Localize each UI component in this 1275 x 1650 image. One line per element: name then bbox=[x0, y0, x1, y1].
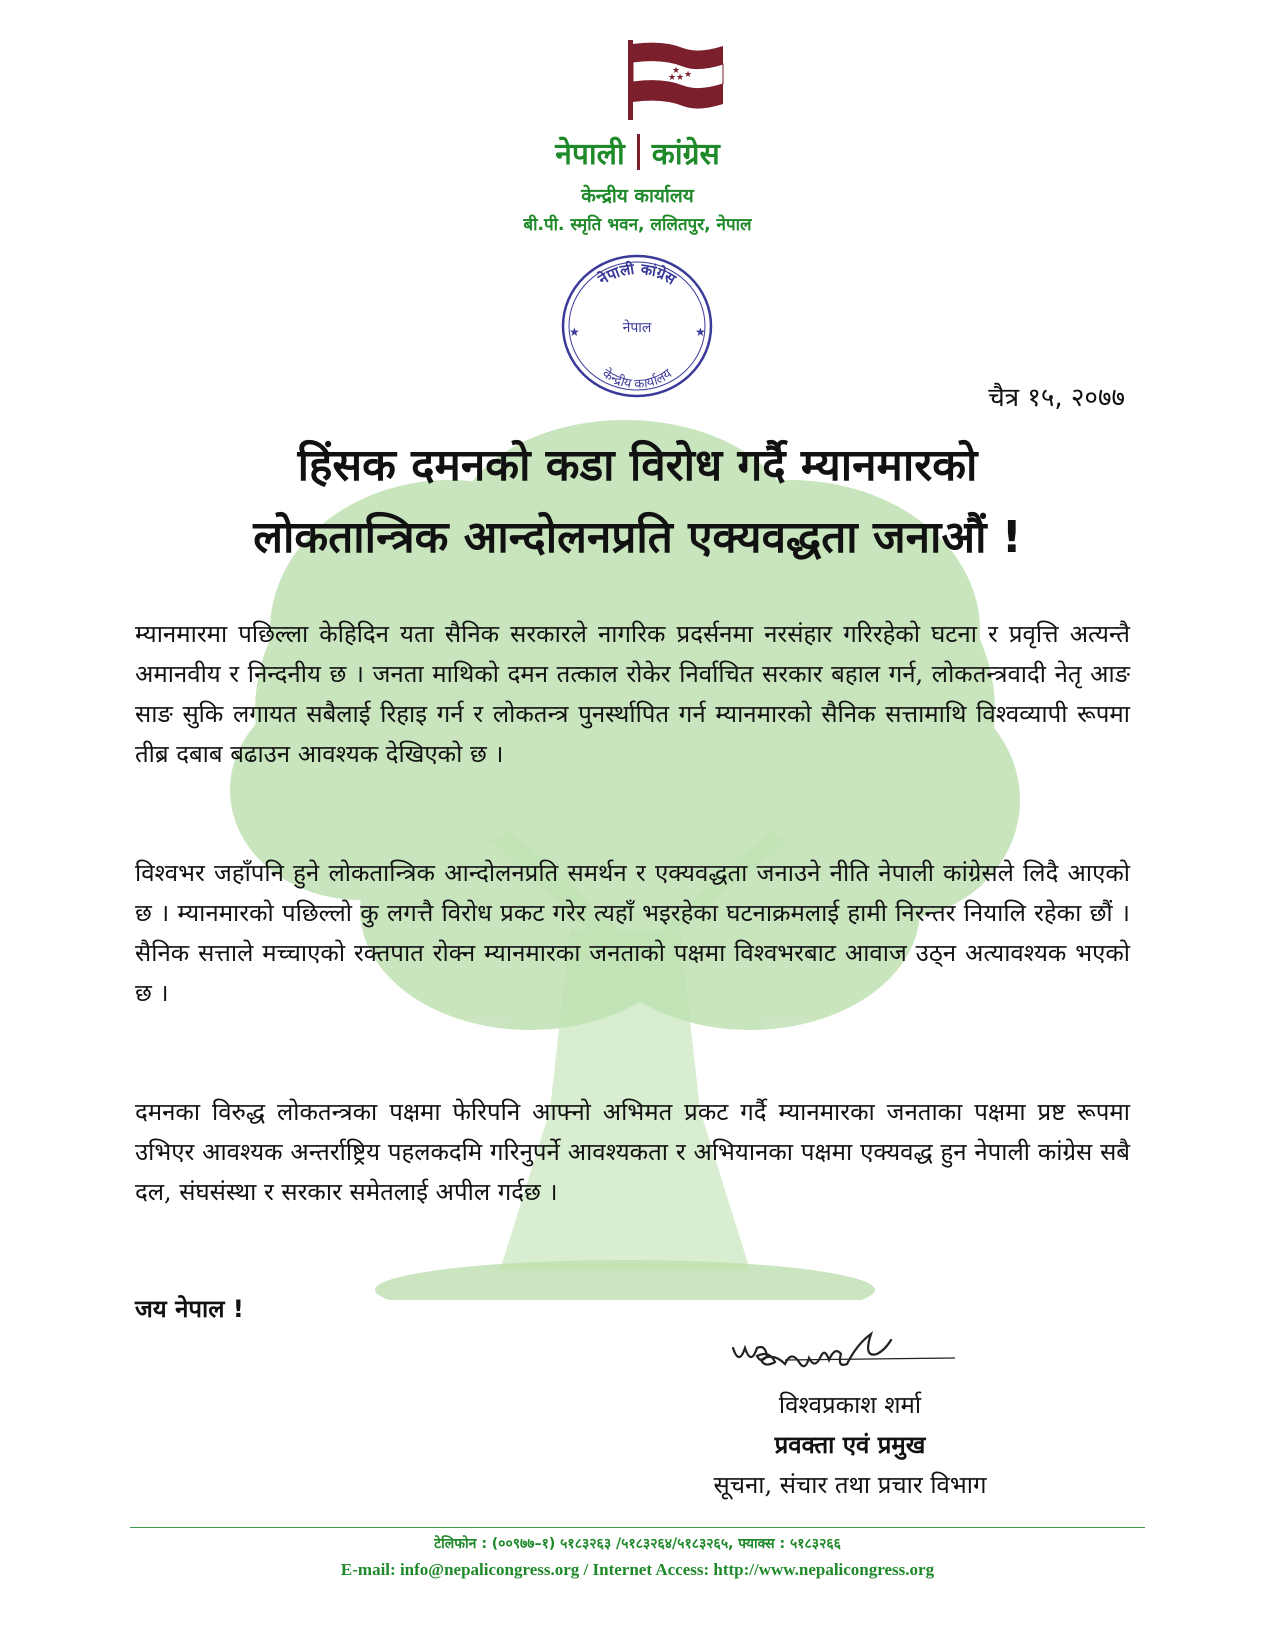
body-paragraph-3: दमनका विरुद्ध लोकतन्त्रका पक्षमा फेरिपनि आफ्नो अभिमत प्रकट गर्दै म्यानमारका जनताका पक्षमा प्रष्ट रूपमा उभिएर आवश्यक अन्तर्राष्ट्रिय पहलकदमि गरिनुपर्ने आवश्यकता र अभियानका पक्षमा एक्यवद्ध हुन नेपाली कांग्रेस सबै दल, संघसंस्था र सरकार समेतलाई अपील गर्दछ । bbox=[135, 1098, 1130, 1206]
party-name-left: नेपाली bbox=[555, 137, 625, 172]
headline bbox=[150, 430, 1125, 574]
party-name bbox=[0, 134, 1275, 173]
office-address: बी.पी. स्मृति भवन, ललितपुर, नेपाल bbox=[523, 215, 752, 235]
party-flag-logo bbox=[628, 40, 728, 120]
headline-line-2: लोकतान्त्रिक आन्दोलनप्रति एक्यवद्धता जनाऔं ! bbox=[253, 512, 1022, 563]
svg-text:नेपाली कांग्रेस bbox=[594, 260, 680, 289]
signatory-block bbox=[660, 1385, 1040, 1505]
signatory-title: प्रवक्ता एवं प्रमुख bbox=[774, 1431, 926, 1459]
body-paragraph-2: विश्वभर जहाँपनि हुने लोकतान्त्रिक आन्दोलनप्रति समर्थन र एक्यवद्धता जनाउने नीति नेपाली कांग्रेसले लिदै आएको छ । म्यानमारको पछिल्लो कु लगत्तै विरोध प्रकट गरेर त्यहाँ भइरहेका घटनाक्रमलाई हामी निरन्तर नियालि रहेका छौं । सैनिक सत्ताले मच्चाएको रक्तपात रोक्न म्यानमारका जनताको पक्षमा विश्वभरबाट आवाज उठ्न अत्यावश्यक भएको छ । bbox=[135, 859, 1130, 1007]
seal-star-right-icon: ★ bbox=[695, 325, 706, 339]
svg-text:★: ★ bbox=[672, 66, 681, 76]
svg-text:★: ★ bbox=[668, 73, 677, 83]
office-name: केन्द्रीय कार्यालय bbox=[581, 185, 694, 207]
svg-text:★: ★ bbox=[676, 73, 685, 83]
svg-text:★: ★ bbox=[684, 70, 693, 80]
seal-star-left-icon: ★ bbox=[569, 325, 580, 339]
seal-center-text: नेपाल bbox=[622, 320, 652, 336]
seal-top-text: नेपाली कांग्रेस bbox=[594, 259, 680, 289]
footer-contact-web: E-mail: info@nepalicongress.org / Internet Access: http://www.nepalicongress.org bbox=[340, 1560, 935, 1579]
official-seal-stamp bbox=[557, 252, 717, 400]
svg-text:केन्द्रीय कार्यालय bbox=[599, 366, 675, 393]
signatory-name: विश्वप्रकाश शर्मा bbox=[778, 1391, 922, 1419]
headline-line-1: हिंसक दमनको कडा विरोध गर्दै म्यानमारको bbox=[297, 440, 978, 491]
handwritten-signature bbox=[725, 1318, 975, 1376]
body-paragraph-1: म्यानमारमा पछिल्ला केहिदिन यता सैनिक सरकारले नागरिक प्रदर्सनमा नरसंहार गरिरहेको घटना र प्रवृत्ति अत्यन्तै अमानवीय र निन्दनीय छ । जनता माथिको दमन तत्काल रोकेर निर्वाचित सरकार बहाल गर्न, लोकतन्त्रवादी नेतृ आङ साङ सुकि लगायत सबैलाई रिहाइ गर्न र लोकतन्त्र पुनर्स्थापित गर्न म्यानमारको सैनिक सत्तामाथि विश्वव्यापी रूपमा तीब्र दबाब बढाउन आवश्यक देखिएको छ । bbox=[135, 620, 1130, 768]
party-name-right: कांग्रेस bbox=[651, 137, 720, 172]
letter-date: चैत्र १५, २०७७ bbox=[988, 383, 1125, 413]
flagpole-divider bbox=[637, 134, 640, 170]
signatory-department: सूचना, संचार तथा प्रचार विभाग bbox=[713, 1471, 987, 1499]
footer-contact-phone: टेलिफोन : (००९७७–१) ५१८३२६३ /५१८३२६४/५१८३२६५, फ्याक्स : ५१८३२६६ bbox=[434, 1536, 841, 1552]
closing-salutation: जय नेपाल ! bbox=[135, 1295, 244, 1323]
seal-bottom-text: केन्द्रीय कार्यालय bbox=[599, 366, 675, 393]
footer-divider bbox=[130, 1527, 1145, 1528]
